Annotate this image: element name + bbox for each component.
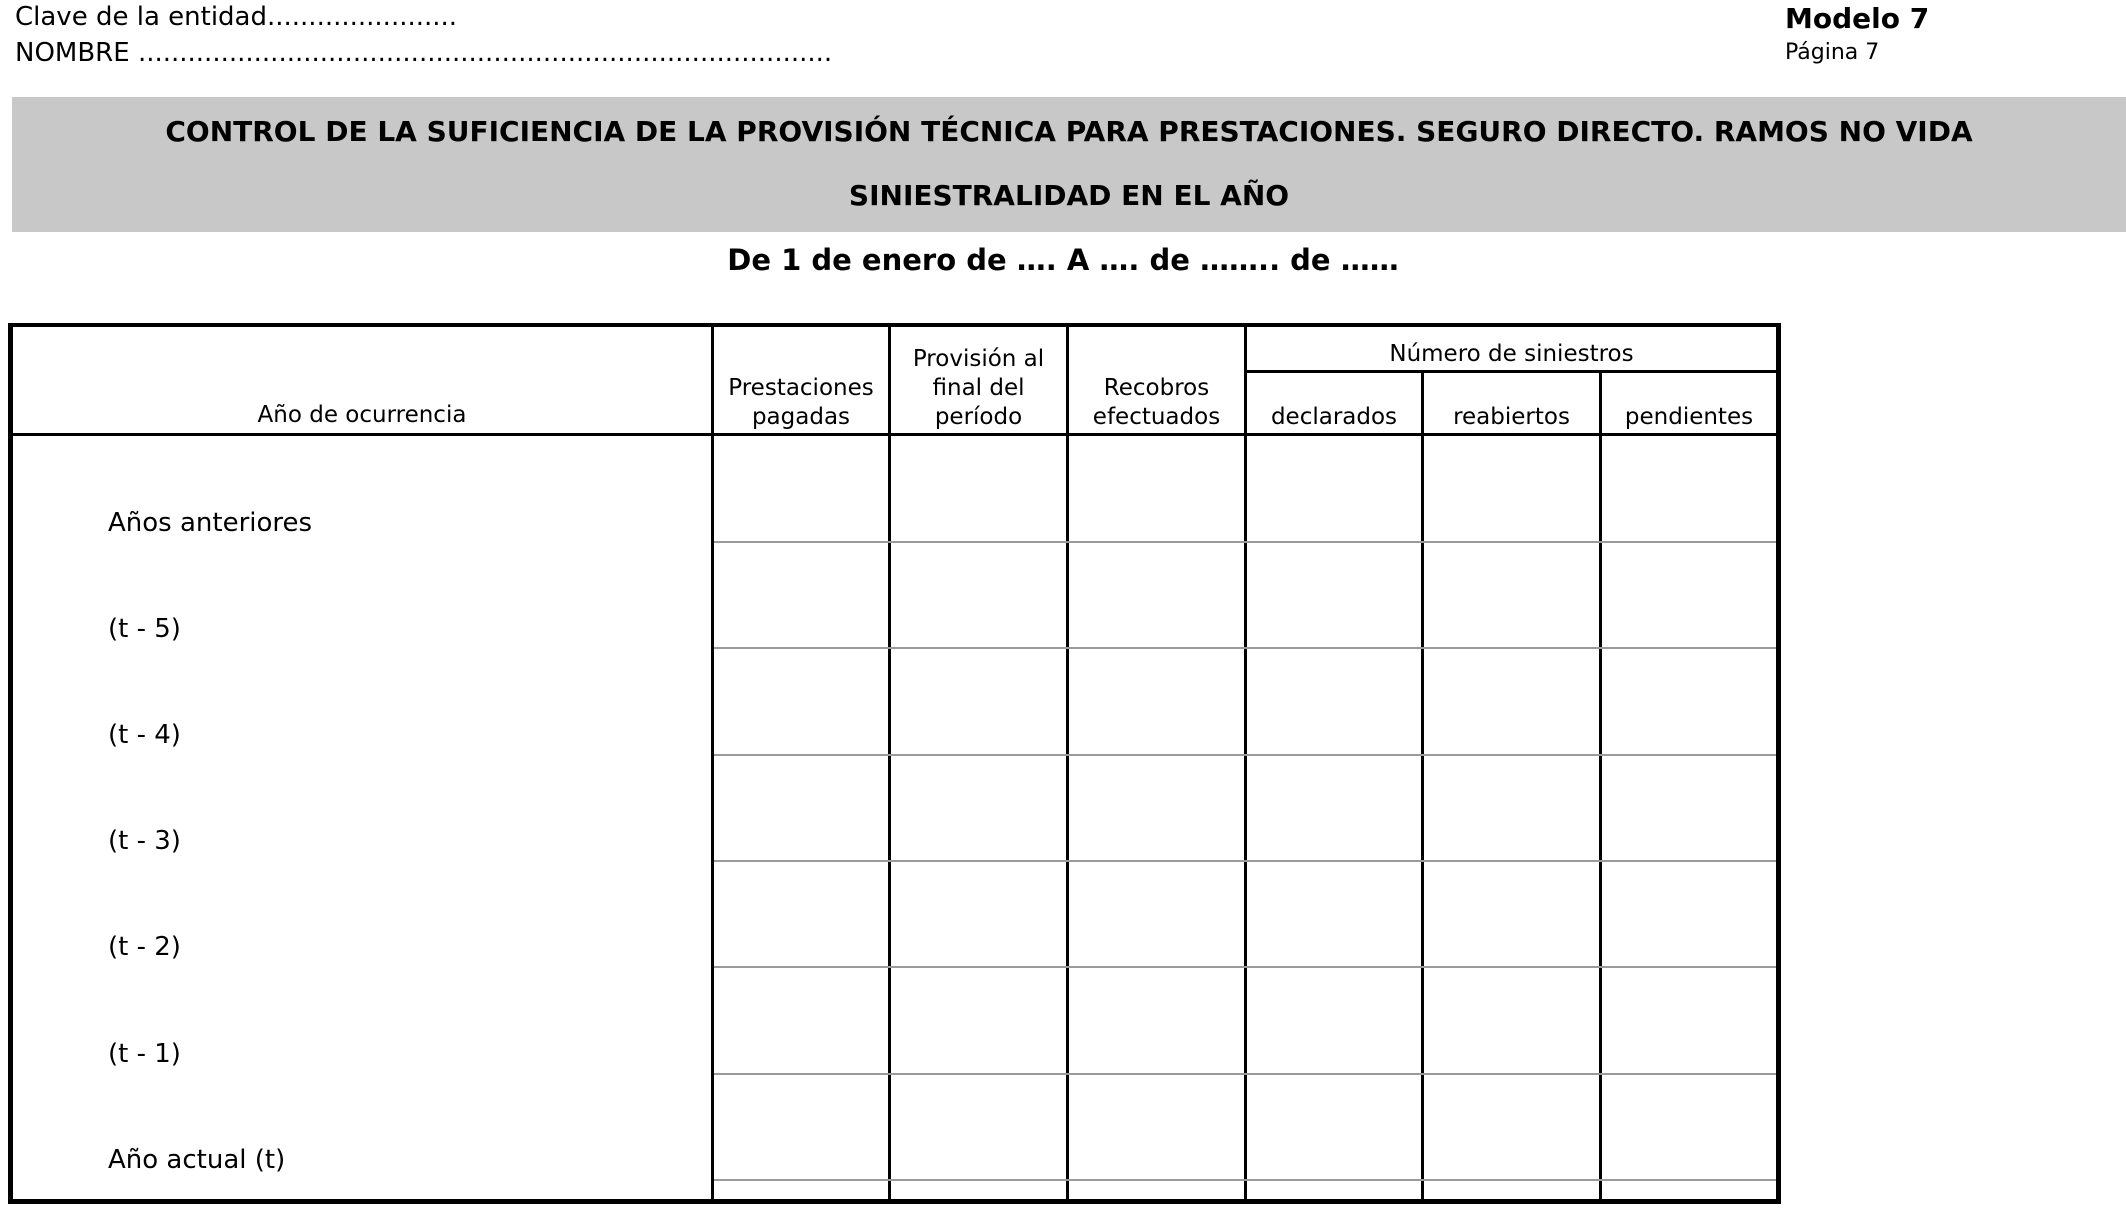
form-subtitle: SINIESTRALIDAD EN EL AÑO	[848, 179, 1290, 212]
form-title: CONTROL DE LA SUFICIENCIA DE LA PROVISIÓN TÉCNICA PARA PRESTACIONES. SEGURO DIRECTO. RAMOS NO VIDA	[165, 115, 1973, 148]
row-label-t-4: (t - 4)	[108, 720, 181, 750]
col-header-provision-line3: período	[934, 404, 1023, 430]
entity-code-field: Clave de la entidad.......................	[15, 2, 458, 32]
col-header-provision-line2: final del	[932, 375, 1025, 401]
col-header-recobros-line1: Recobros	[1103, 375, 1210, 401]
row-label-t-5: (t - 5)	[108, 614, 181, 644]
col-header-reabiertos: reabiertos	[1453, 404, 1570, 430]
row-label-t-3: (t - 3)	[108, 826, 181, 856]
col-header-pendientes: pendientes	[1624, 404, 1754, 430]
title-banner	[12, 97, 2126, 232]
col-header-prestaciones-line2: pagadas	[751, 404, 851, 430]
col-header-prestaciones-line1: Prestaciones	[728, 375, 874, 401]
group-header-siniestros: Número de siniestros	[1389, 341, 1634, 367]
col-header-provision	[891, 345, 1066, 432]
model-number: Modelo 7	[1785, 2, 1930, 35]
col-header-prestaciones	[714, 374, 888, 432]
row-label-anos-anteriores: Años anteriores	[108, 508, 313, 538]
col-header-declarados: declarados	[1270, 404, 1398, 430]
row-label-ano-actual: Año actual (t)	[108, 1145, 286, 1175]
entity-name-field: NOMBRE ....................................................................................	[15, 38, 833, 68]
col-header-year: Año de ocurrencia	[257, 402, 467, 428]
page-number: Página 7	[1785, 40, 1880, 65]
row-label-t-2: (t - 2)	[108, 932, 181, 962]
row-label-t-1: (t - 1)	[108, 1039, 181, 1069]
col-header-recobros-line2: efectuados	[1092, 404, 1221, 430]
col-header-provision-line1: Provisión al	[912, 346, 1045, 372]
period-line: De 1 de enero de …. A …. de …….. de ……	[727, 243, 1399, 277]
col-header-recobros	[1069, 374, 1244, 432]
